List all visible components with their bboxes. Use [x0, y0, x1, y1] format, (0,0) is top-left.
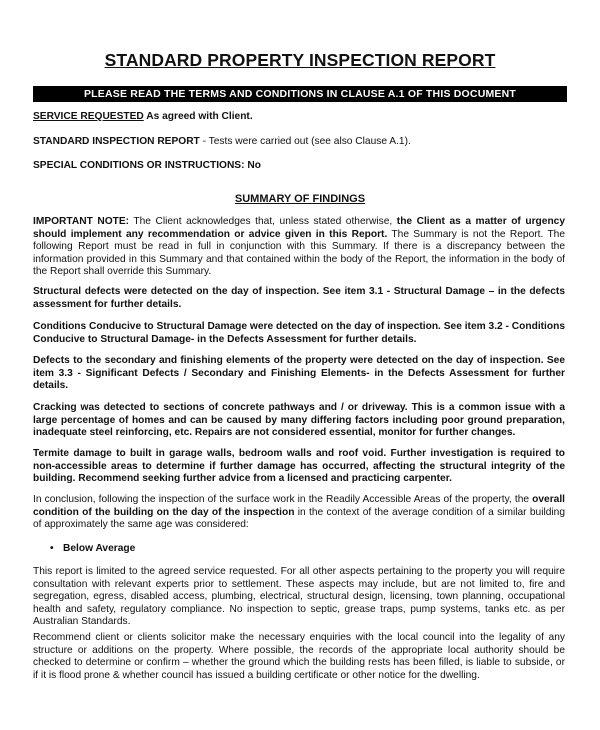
- conclusion-paragraph: [33, 494, 565, 532]
- finding-cracking: Cracking was detected to sections of concrete pathways and / or driveway. This is a common issue with a large percentage of homes and can be caused by many differing factors including poor ground preparation, inadequate steel reinforcing, etc. Repairs are not considered essential, monitor for further changes.: [33, 402, 565, 439]
- standard-inspection-label: STANDARD INSPECTION REPORT: [33, 136, 200, 147]
- standard-inspection-value: - Tests were carried out (see also Clause A.1).: [199, 136, 411, 147]
- terms-banner: PLEASE READ THE TERMS AND CONDITIONS IN CLAUSE A.1 OF THIS DOCUMENT: [33, 86, 567, 102]
- conclusion-text-1: In conclusion, following the inspection of the surface work in the Readily Accessible Areas of the property, the: [33, 494, 533, 505]
- recommendation-paragraph: Recommend client or clients solicitor make the necessary enquiries with the local council into the legality of any structure or additions on the property. Where possible, the records of the appropriate local authority should be checked to determine or confirm – whether the ground which the building rests has been filled, is liable to subside, or if it is flood prone & whether council has issued a building certificate or other notice for the dwelling.: [33, 632, 565, 681]
- finding-structural-defects: Structural defects were detected on the day of inspection. See item 3.1 - Structural Damage – in the defects assessment for further details.: [33, 286, 565, 310]
- bullet-icon: •: [50, 543, 54, 554]
- service-requested-value: As agreed with Client.: [143, 111, 253, 122]
- important-note-text-1: The Client acknowledges that, unless stated otherwise,: [129, 216, 397, 227]
- service-requested-label: SERVICE REQUESTED: [33, 111, 144, 122]
- important-note-text-2: The Summary is not the Report. The following Report must be read in full in conjunction with this Summary. If there is a discrepancy between the information provided in this Summary and that contained within the body of the Report, the information in the body of the Report shall override this Summary.: [33, 228, 566, 278]
- special-conditions-line: [33, 160, 565, 173]
- conclusion-bold: overall condition of the building on the day of the inspection: [33, 494, 565, 518]
- service-requested-line: [33, 111, 565, 124]
- special-conditions-label: SPECIAL CONDITIONS OR INSTRUCTIONS:: [33, 160, 245, 171]
- finding-termite-damage: Termite damage to built in garage walls, bedroom walls and roof void. Further investigation is required to non-accessible areas to determine if further damage has occurred, affecting the structural integrity of the building. Recommend seeking further advice from a licensed and practicing carpenter.: [33, 448, 565, 485]
- important-note-label: IMPORTANT NOTE:: [33, 216, 130, 227]
- important-note-paragraph: [33, 216, 565, 279]
- condition-rating-item: [50, 543, 135, 554]
- conclusion-text-2: in the context of the average condition of a similar building of approximately the same age was considered:: [33, 506, 565, 531]
- finding-secondary-defects: Defects to the secondary and finishing elements of the property were detected on the day of inspection. See item 3.3 - Significant Defects / Secondary and Finishing Elements- in the Defects Assessment for further details.: [33, 355, 565, 392]
- limits-paragraph: This report is limited to the agreed service requested. For all other aspects pertaining to the property you will require consultation with relevant experts prior to settlement. These aspects may include, but are not limited to, fire and segregation, egress, disabled access, plumbing, electrical, structural design, licensing, town planning, occupational health and safety, regulatory compliance. No inspection to septic, grease traps, pump systems, tanks etc. as per Australian Standards.: [33, 566, 565, 628]
- standard-inspection-line: [33, 136, 565, 149]
- report-title: STANDARD PROPERTY INSPECTION REPORT: [104, 50, 496, 70]
- condition-rating: Below Average: [63, 543, 136, 554]
- summary-heading: SUMMARY OF FINDINGS: [234, 193, 366, 205]
- important-note-bold: the Client as a matter of urgency should implement any recommendation or advice given in this Report.: [33, 216, 565, 240]
- finding-conducive-conditions: Conditions Conducive to Structural Damage were detected on the day of inspection. See item 3.2 - Conditions Conducive to Structural Damage- in the Defects Assessment for further details.: [33, 321, 565, 345]
- special-conditions-value: No: [244, 160, 261, 171]
